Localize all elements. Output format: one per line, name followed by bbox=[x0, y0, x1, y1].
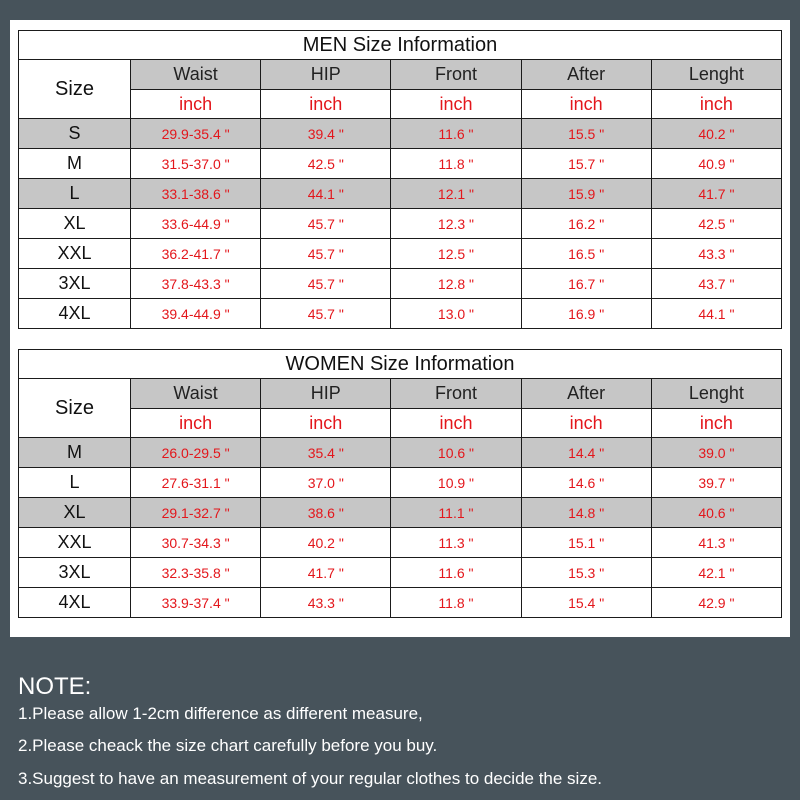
women-value-cell: 11.6 " bbox=[391, 558, 521, 588]
men-column-header: HIP bbox=[261, 60, 391, 90]
women-title-row bbox=[19, 350, 782, 379]
women-size-cell: L bbox=[19, 468, 131, 498]
men-value-cell: 39.4-44.9 " bbox=[131, 299, 261, 329]
women-value-cell: 33.9-37.4 " bbox=[131, 588, 261, 618]
men-size-cell: L bbox=[19, 179, 131, 209]
men-unit-row bbox=[19, 90, 782, 119]
women-size-header: Size bbox=[19, 379, 131, 438]
men-table-row bbox=[19, 149, 782, 179]
men-size-cell: XXL bbox=[19, 239, 131, 269]
men-size-cell: 3XL bbox=[19, 269, 131, 299]
men-size-table bbox=[18, 30, 782, 329]
women-column-header: Front bbox=[391, 379, 521, 409]
women-value-cell: 14.8 " bbox=[521, 498, 651, 528]
women-value-cell: 26.0-29.5 " bbox=[131, 438, 261, 468]
men-value-cell: 16.5 " bbox=[521, 239, 651, 269]
note-title: NOTE: bbox=[18, 673, 92, 700]
men-size-header: Size bbox=[19, 60, 131, 119]
men-table-row bbox=[19, 239, 782, 269]
men-table-row bbox=[19, 179, 782, 209]
women-size-cell: 4XL bbox=[19, 588, 131, 618]
men-value-cell: 11.8 " bbox=[391, 149, 521, 179]
women-table-row bbox=[19, 438, 782, 468]
men-value-cell: 16.2 " bbox=[521, 209, 651, 239]
men-title-row bbox=[19, 31, 782, 60]
men-table-row bbox=[19, 299, 782, 329]
note-line-2: 2.Please cheack the size chart carefully before you buy. bbox=[18, 736, 438, 755]
women-value-cell: 27.6-31.1 " bbox=[131, 468, 261, 498]
men-unit-label: inch bbox=[131, 90, 261, 119]
men-value-cell: 15.9 " bbox=[521, 179, 651, 209]
women-value-cell: 11.1 " bbox=[391, 498, 521, 528]
women-size-cell: 3XL bbox=[19, 558, 131, 588]
men-value-cell: 44.1 " bbox=[261, 179, 391, 209]
women-table-row bbox=[19, 468, 782, 498]
women-value-cell: 30.7-34.3 " bbox=[131, 528, 261, 558]
women-unit-label: inch bbox=[521, 409, 651, 438]
men-value-cell: 12.5 " bbox=[391, 239, 521, 269]
men-value-cell: 11.6 " bbox=[391, 119, 521, 149]
men-value-cell: 43.7 " bbox=[651, 269, 781, 299]
men-value-cell: 44.1 " bbox=[651, 299, 781, 329]
men-value-cell: 16.7 " bbox=[521, 269, 651, 299]
women-column-header: Lenght bbox=[651, 379, 781, 409]
men-value-cell: 33.1-38.6 " bbox=[131, 179, 261, 209]
women-size-cell: XL bbox=[19, 498, 131, 528]
women-value-cell: 15.1 " bbox=[521, 528, 651, 558]
women-table-title: WOMEN Size Information bbox=[19, 350, 782, 379]
men-value-cell: 29.9-35.4 " bbox=[131, 119, 261, 149]
men-column-header: Front bbox=[391, 60, 521, 90]
men-value-cell: 45.7 " bbox=[261, 209, 391, 239]
women-column-header-row bbox=[19, 379, 782, 409]
men-column-header: Waist bbox=[131, 60, 261, 90]
men-size-cell: M bbox=[19, 149, 131, 179]
men-column-header-row bbox=[19, 60, 782, 90]
men-unit-label: inch bbox=[391, 90, 521, 119]
women-table-row bbox=[19, 528, 782, 558]
men-column-header: After bbox=[521, 60, 651, 90]
women-unit-label: inch bbox=[131, 409, 261, 438]
men-unit-label: inch bbox=[651, 90, 781, 119]
women-unit-label: inch bbox=[651, 409, 781, 438]
women-table-row bbox=[19, 588, 782, 618]
women-value-cell: 42.1 " bbox=[651, 558, 781, 588]
women-size-table bbox=[18, 349, 782, 618]
women-value-cell: 42.9 " bbox=[651, 588, 781, 618]
men-value-cell: 15.7 " bbox=[521, 149, 651, 179]
men-table-title: MEN Size Information bbox=[19, 31, 782, 60]
women-table-row bbox=[19, 558, 782, 588]
men-size-cell: S bbox=[19, 119, 131, 149]
women-value-cell: 35.4 " bbox=[261, 438, 391, 468]
women-value-cell: 41.3 " bbox=[651, 528, 781, 558]
size-chart-panel bbox=[10, 20, 790, 637]
men-unit-label: inch bbox=[521, 90, 651, 119]
men-value-cell: 40.9 " bbox=[651, 149, 781, 179]
men-value-cell: 13.0 " bbox=[391, 299, 521, 329]
men-value-cell: 31.5-37.0 " bbox=[131, 149, 261, 179]
women-table-row bbox=[19, 498, 782, 528]
men-value-cell: 40.2 " bbox=[651, 119, 781, 149]
men-value-cell: 45.7 " bbox=[261, 269, 391, 299]
women-value-cell: 11.8 " bbox=[391, 588, 521, 618]
men-value-cell: 39.4 " bbox=[261, 119, 391, 149]
women-value-cell: 37.0 " bbox=[261, 468, 391, 498]
men-value-cell: 43.3 " bbox=[651, 239, 781, 269]
women-size-cell: XXL bbox=[19, 528, 131, 558]
note-line-3: 3.Suggest to have an measurement of your regular clothes to decide the size. bbox=[18, 769, 603, 788]
women-column-header: After bbox=[521, 379, 651, 409]
women-value-cell: 39.7 " bbox=[651, 468, 781, 498]
men-table-row bbox=[19, 269, 782, 299]
women-value-cell: 32.3-35.8 " bbox=[131, 558, 261, 588]
women-value-cell: 15.4 " bbox=[521, 588, 651, 618]
men-value-cell: 12.1 " bbox=[391, 179, 521, 209]
men-size-cell: XL bbox=[19, 209, 131, 239]
women-unit-label: inch bbox=[391, 409, 521, 438]
men-value-cell: 33.6-44.9 " bbox=[131, 209, 261, 239]
women-value-cell: 15.3 " bbox=[521, 558, 651, 588]
women-value-cell: 41.7 " bbox=[261, 558, 391, 588]
women-value-cell: 38.6 " bbox=[261, 498, 391, 528]
men-size-cell: 4XL bbox=[19, 299, 131, 329]
women-value-cell: 29.1-32.7 " bbox=[131, 498, 261, 528]
men-value-cell: 16.9 " bbox=[521, 299, 651, 329]
men-value-cell: 36.2-41.7 " bbox=[131, 239, 261, 269]
note-line-1: 1.Please allow 1-2cm difference as different measure, bbox=[18, 704, 423, 723]
women-size-cell: M bbox=[19, 438, 131, 468]
women-column-header: HIP bbox=[261, 379, 391, 409]
women-value-cell: 11.3 " bbox=[391, 528, 521, 558]
women-unit-label: inch bbox=[261, 409, 391, 438]
women-value-cell: 39.0 " bbox=[651, 438, 781, 468]
men-value-cell: 15.5 " bbox=[521, 119, 651, 149]
men-table-row bbox=[19, 209, 782, 239]
men-value-cell: 41.7 " bbox=[651, 179, 781, 209]
men-unit-label: inch bbox=[261, 90, 391, 119]
women-unit-row bbox=[19, 409, 782, 438]
men-value-cell: 12.8 " bbox=[391, 269, 521, 299]
men-value-cell: 45.7 " bbox=[261, 299, 391, 329]
women-value-cell: 14.4 " bbox=[521, 438, 651, 468]
women-column-header: Waist bbox=[131, 379, 261, 409]
men-value-cell: 45.7 " bbox=[261, 239, 391, 269]
men-value-cell: 42.5 " bbox=[651, 209, 781, 239]
men-value-cell: 12.3 " bbox=[391, 209, 521, 239]
women-value-cell: 43.3 " bbox=[261, 588, 391, 618]
men-value-cell: 42.5 " bbox=[261, 149, 391, 179]
women-value-cell: 10.6 " bbox=[391, 438, 521, 468]
women-value-cell: 40.2 " bbox=[261, 528, 391, 558]
men-value-cell: 37.8-43.3 " bbox=[131, 269, 261, 299]
women-value-cell: 40.6 " bbox=[651, 498, 781, 528]
women-value-cell: 10.9 " bbox=[391, 468, 521, 498]
men-column-header: Lenght bbox=[651, 60, 781, 90]
men-table-row bbox=[19, 119, 782, 149]
women-value-cell: 14.6 " bbox=[521, 468, 651, 498]
